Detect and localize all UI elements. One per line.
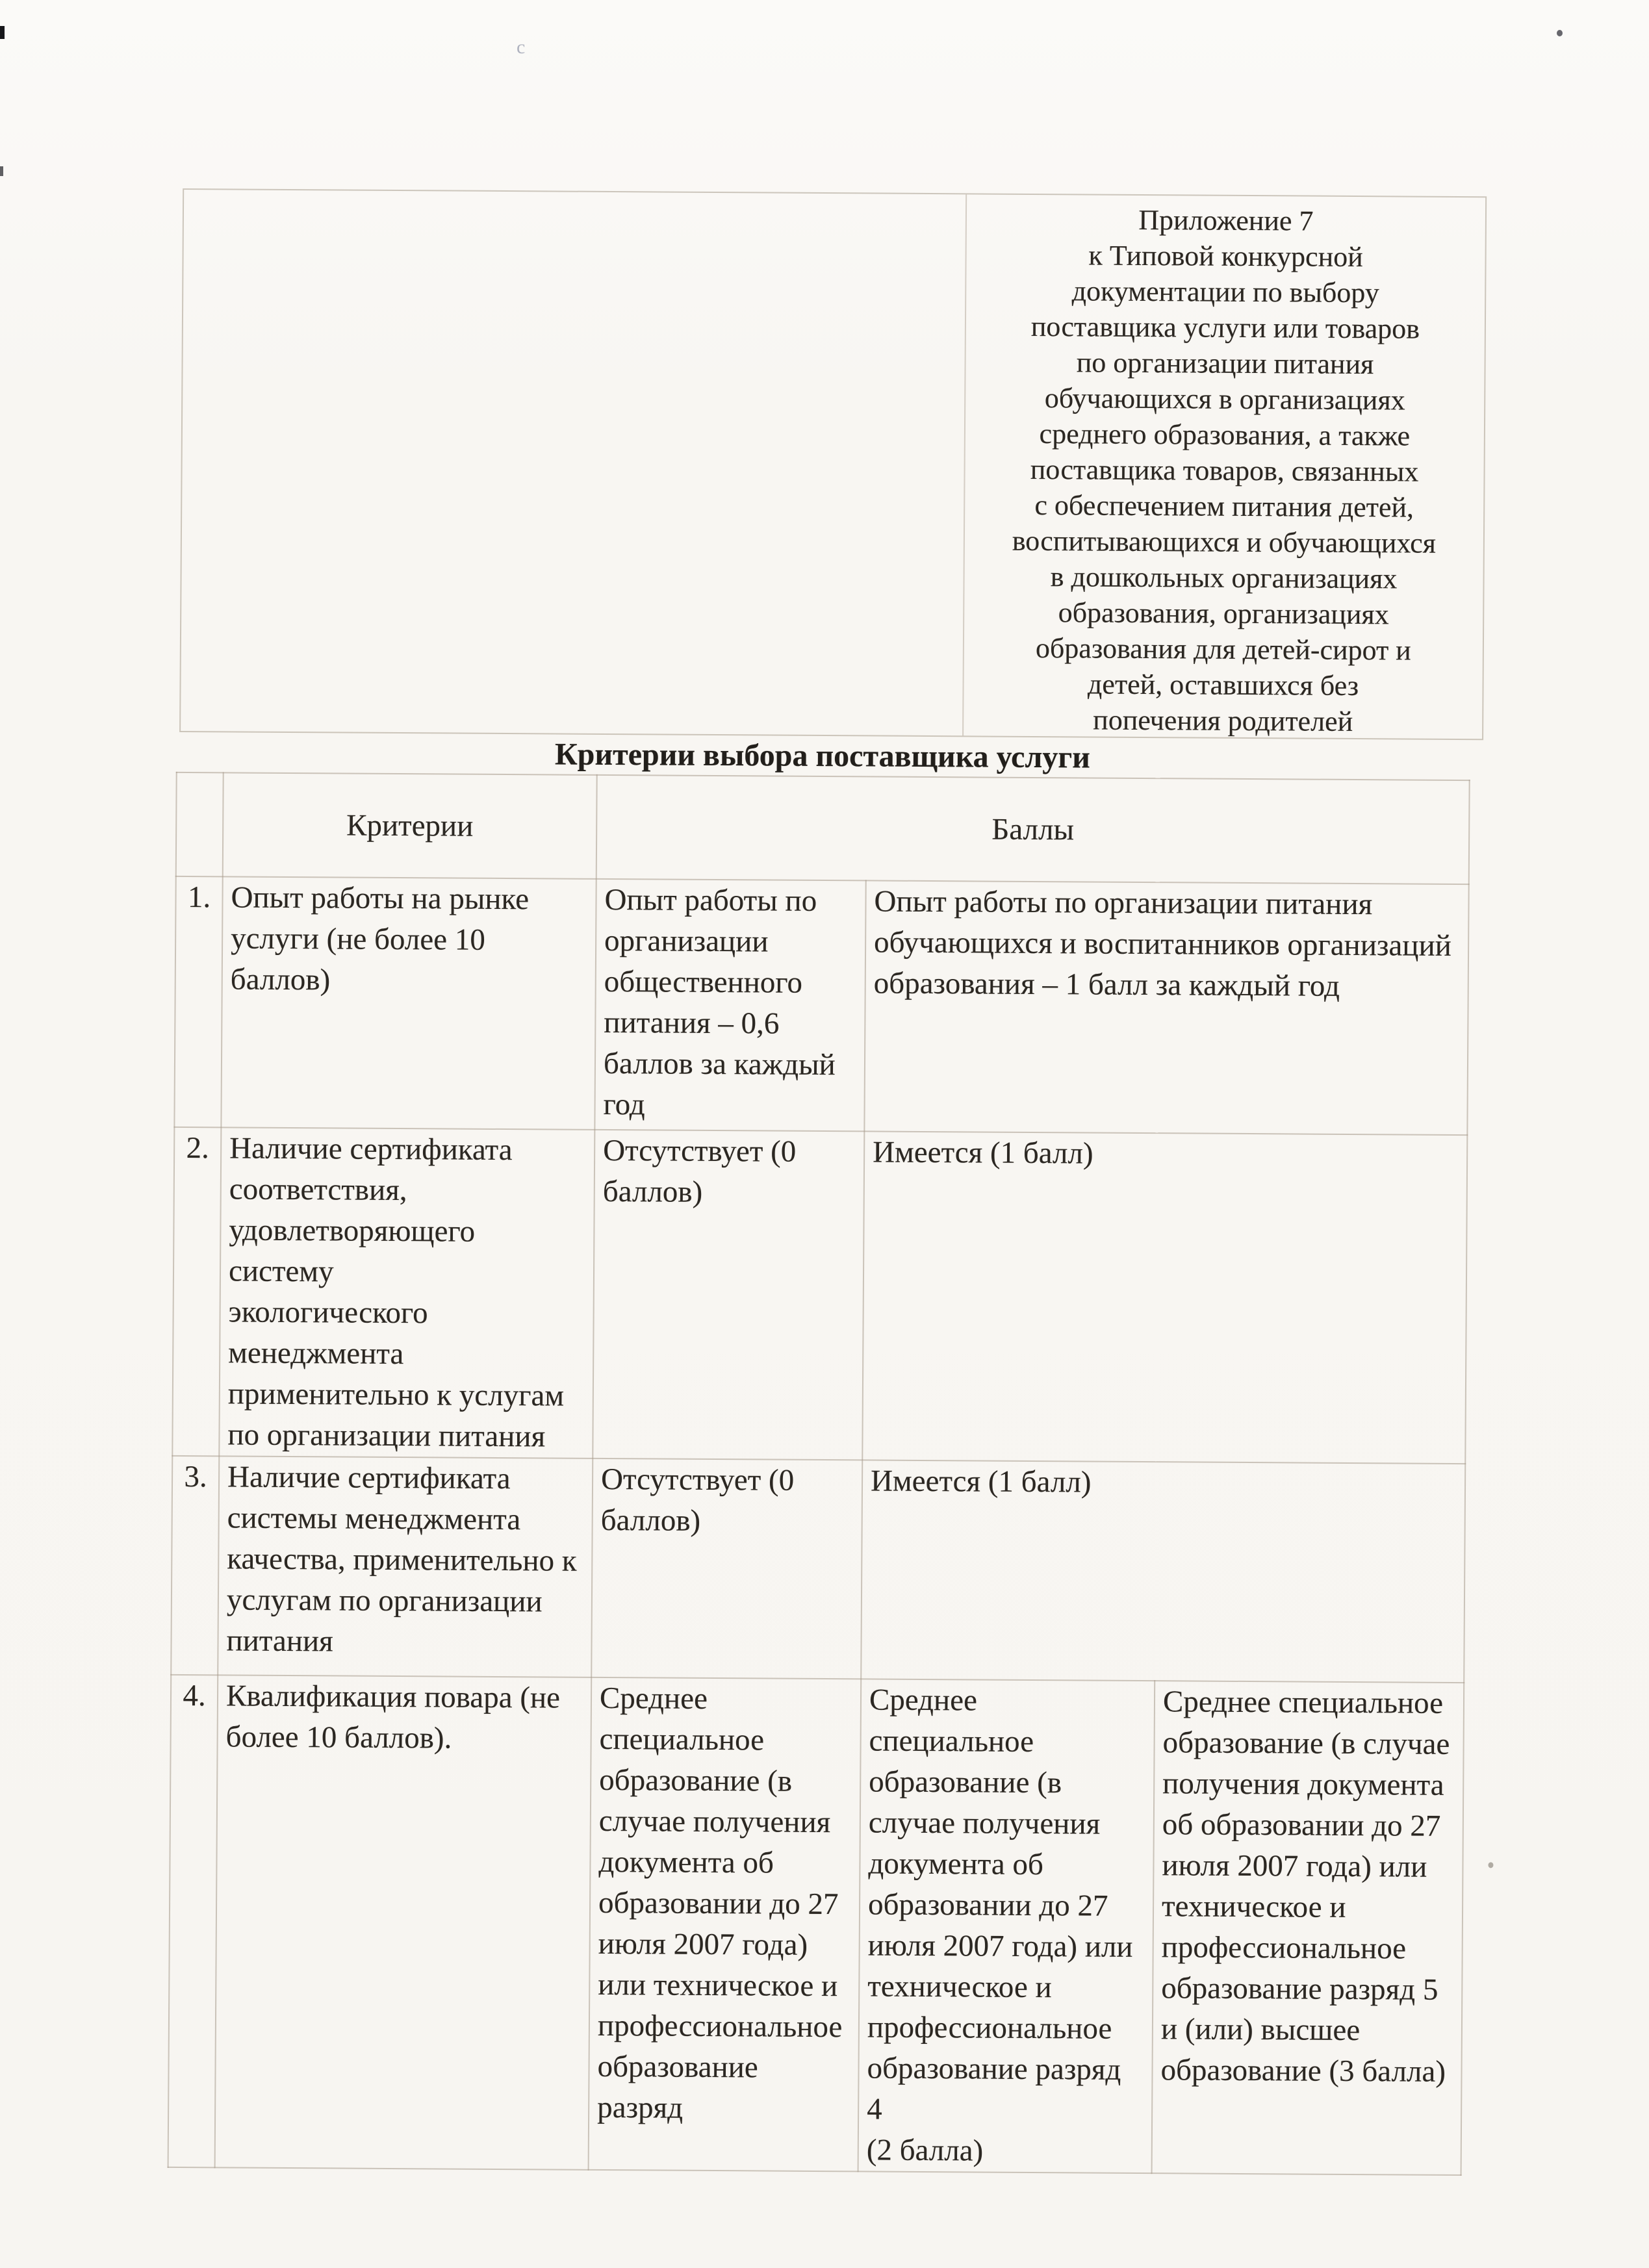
row-number-cell: 1. xyxy=(174,876,222,1127)
points-cell: Среднее специальное образование (в случае получения документа об образовании до 27 июля 2007 года) или техническое и профессиональное образование разряд xyxy=(589,1677,862,2172)
scanner-edge-mark xyxy=(0,26,5,39)
header-num-cell xyxy=(176,772,224,876)
points-cell: Среднее специальное образование (в случае получения документа об образовании до 27 июля 2007 года) или техническое и профессиональное образование разряд 4 (2 балла) xyxy=(858,1679,1155,2173)
header-points-cell: Баллы xyxy=(596,775,1470,884)
row-number-cell: 3. xyxy=(171,1456,219,1675)
scan-speck xyxy=(1488,1862,1493,1868)
table-row xyxy=(171,1456,1465,1683)
points-cell: Опыт работы по организации питания обучающихся и воспитанников организаций образования – 1 балл за каждый год xyxy=(864,880,1468,1135)
appendix-empty-cell xyxy=(181,190,967,735)
row-number-cell: 2. xyxy=(172,1127,221,1456)
points-cell: Имеется (1 балл) xyxy=(862,1131,1467,1464)
points-cell: Среднее специальное образование (в случае получения документа об образовании до 27 июля 2007 года) или техническое и профессиональное образование разряд 5 и (или) высшее образование (3 балла) xyxy=(1152,1681,1464,2175)
faint-pencil-mark: c xyxy=(517,36,526,58)
criteria-table xyxy=(168,772,1470,2176)
table-row xyxy=(172,1127,1467,1464)
criteria-cell: Опыт работы на рынке услуги (не более 10 баллов) xyxy=(221,876,596,1130)
criteria-cell: Наличие сертификата соответствия, удовлетворяющего систему экологического менеджмента применительно к услугам по организации питания xyxy=(219,1127,594,1459)
document-title: Критерии выбора поставщика услуги xyxy=(554,737,1090,775)
criteria-cell: Наличие сертификата системы менеджмента качества, применительно к услугам по организации питания xyxy=(218,1456,593,1677)
table-row xyxy=(174,876,1468,1135)
criteria-cell: Квалификация повара (не более 10 баллов). xyxy=(215,1675,592,2169)
header-criteria-cell: Критерии xyxy=(223,772,597,879)
points-cell: Отсутствует (0 баллов) xyxy=(591,1459,862,1679)
row-number-cell: 4. xyxy=(168,1675,218,2167)
table-row xyxy=(168,1675,1464,2175)
scan-speck xyxy=(1557,30,1563,36)
points-cell: Опыт работы по организации общественного питания – 0,6 баллов за каждый год xyxy=(594,879,865,1132)
points-cell: Имеется (1 балл) xyxy=(861,1460,1465,1683)
table-header-row xyxy=(176,772,1470,884)
appendix-note: Приложение 7 к Типовой конкурсной документации по выбору поставщика услуги или товаров по организации питания обучающихся в организациях среднего образования, а также поставщика товаров, связанных с обеспечением питания детей, воспитывающихся и обучающихся в дошкольных организациях образования, организациях образования для детей-сирот и детей, оставшихся без попечения родителей xyxy=(1012,203,1437,737)
appendix-header-block xyxy=(179,188,1487,740)
scanner-edge-mark xyxy=(0,166,3,176)
points-cell: Отсутствует (0 баллов) xyxy=(593,1130,864,1460)
